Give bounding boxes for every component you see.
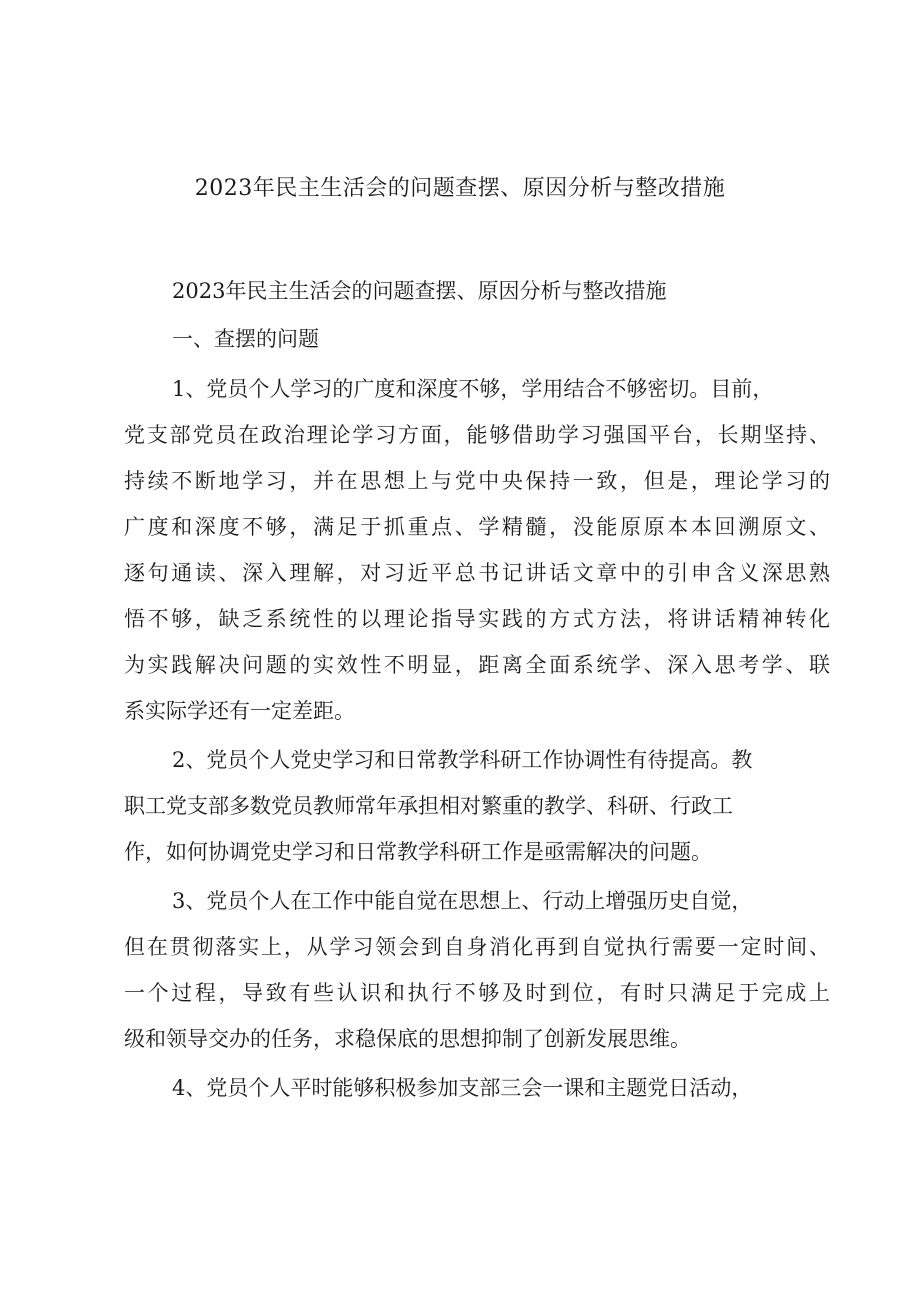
paragraph-2 [124, 737, 830, 875]
paragraph-line: 作，如何协调党史学习和日常教学科研工作是亟需解决的问题。 [124, 840, 712, 864]
paragraph-line: 逐句通读、深入理解，对习近平总书记讲话文章中的引申含义深思熟 [124, 561, 830, 585]
paragraph-4 [124, 1065, 830, 1111]
paragraph-line: 悟不够，缺乏系统性的以理论指导实践的方式方法，将讲话精神转化 [124, 607, 830, 631]
paragraph-line: 2、党员个人党史学习和日常教学科研工作协调性有待提高。教 [172, 748, 753, 772]
document-title: 2023年民主生活会的问题查摆、原因分析与整改措施 [194, 176, 726, 201]
document-subtitle: 2023年民主生活会的问题查摆、原因分析与整改措施 [172, 279, 667, 303]
paragraph-line: 广度和深度不够，满足于抓重点、学精髓，没能原原本本回溯原文、 [124, 515, 830, 539]
document-body [124, 268, 830, 1111]
paragraph-1 [124, 366, 830, 734]
paragraph-3 [124, 878, 830, 1062]
section-heading: 一、查摆的问题 [172, 327, 319, 351]
paragraph-line: 一个过程，导致有些认识和执行不够及时到位，有时只满足于完成上 [124, 981, 830, 1005]
paragraph-line: 职工党支部多数党员教师常年承担相对繁重的教学、科研、行政工 [124, 794, 733, 818]
paragraph-line: 但在贯彻落实上，从学习领会到自身消化再到自觉执行需要一定时间、 [124, 935, 830, 959]
paragraph-line: 级和领导交办的任务，求稳保底的思想抑制了创新发展思维。 [124, 1027, 691, 1051]
paragraph-line: 3、党员个人在工作中能自觉在思想上、行动上增强历史自觉， [172, 889, 753, 913]
paragraph-line: 4、党员个人平时能够积极参加支部三会一课和主题党日活动， [172, 1076, 753, 1100]
paragraph-line: 1、党员个人学习的广度和深度不够，学用结合不够密切。目前， [172, 377, 774, 401]
paragraph-line: 持续不断地学习，并在思想上与党中央保持一致，但是，理论学习的 [124, 469, 830, 493]
paragraph-line: 为实践解决问题的实效性不明显，距离全面系统学、深入思考学、联 [124, 653, 830, 677]
paragraph-line: 党支部党员在政治理论学习方面，能够借助学习强国平台，长期坚持、 [124, 423, 830, 447]
paragraph-line: 系实际学还有一定差距。 [124, 699, 355, 723]
